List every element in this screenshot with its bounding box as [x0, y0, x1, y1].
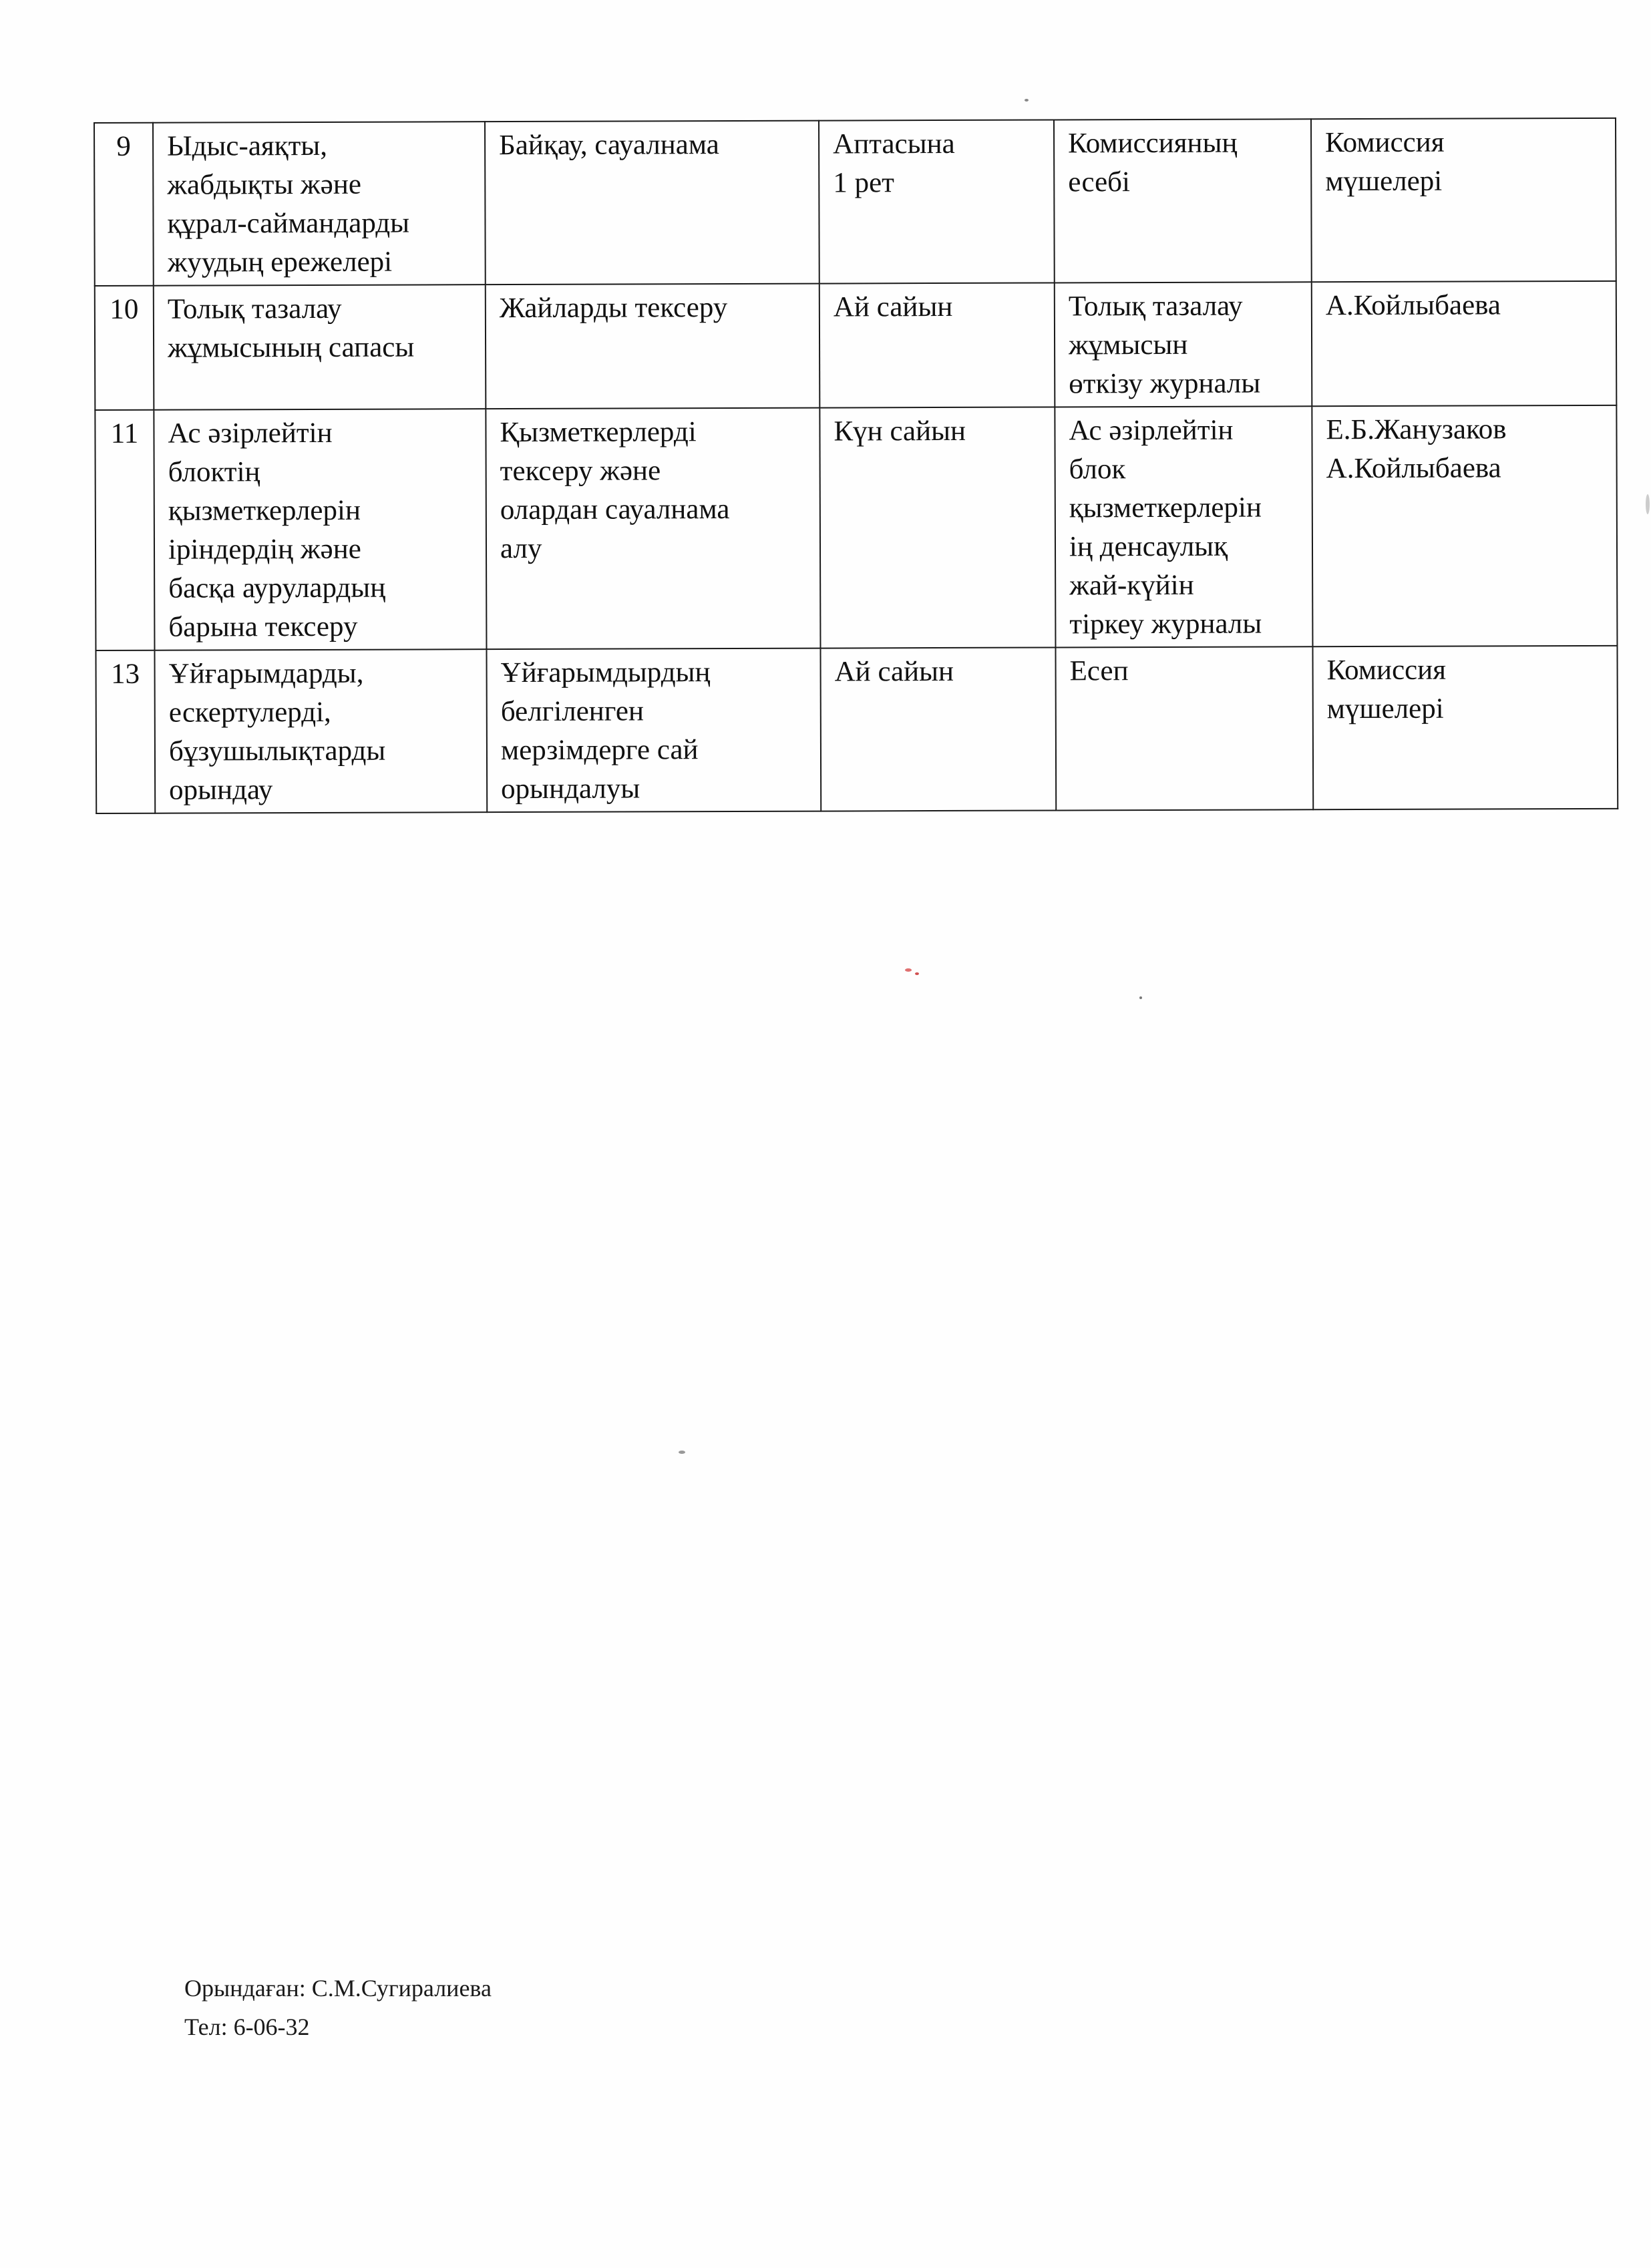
- scan-speck: [1139, 996, 1142, 999]
- document-footer: [184, 1969, 492, 2046]
- control-period: Аптасына 1 рет: [819, 120, 1055, 283]
- scan-speck: [679, 1451, 685, 1454]
- table-row: [94, 118, 1616, 286]
- table-row: [95, 281, 1617, 410]
- scan-speck: [915, 972, 919, 975]
- row-number: 9: [94, 123, 154, 286]
- control-plan-table: [94, 118, 1618, 814]
- responsible-person: А.Койлыбаева: [1312, 281, 1617, 406]
- table-row: [95, 405, 1617, 650]
- report-form: Ас әзірлейтін блок қызметкерлерін ің денсаулық жай-күйін тіркеу журналы: [1055, 406, 1312, 647]
- responsible-person: Комиссия мүшелері: [1311, 118, 1616, 282]
- executor-line: Орындаған: С.М.Сугиралиева: [184, 1975, 492, 2002]
- phone-line: Тел: 6-06-32: [184, 2014, 310, 2040]
- report-form: Толық тазалау жұмысын өткізу журналы: [1055, 282, 1312, 407]
- scan-speck: [1646, 494, 1650, 514]
- control-method: Ұйғарымдырдың белгіленген мерзімдерге сай орындалуы: [486, 648, 821, 813]
- control-method: Байқау, сауалнама: [485, 121, 819, 285]
- control-subject: Толық тазалау жұмысының сапасы: [154, 285, 486, 410]
- control-method: Қызметкерлерді тексеру және олардан сауалнама алу: [486, 408, 820, 650]
- scan-speck: [1025, 99, 1029, 102]
- control-method: Жайларды тексеру: [486, 284, 820, 409]
- responsible-person: Е.Б.Жанузаков А.Койлыбаева: [1312, 405, 1617, 646]
- control-period: Ай сайын: [819, 282, 1055, 407]
- row-number: 11: [95, 410, 154, 650]
- report-form: Есеп: [1055, 646, 1313, 810]
- control-subject: Ас әзірлейтін блоктің қызметкерлерін іріндердің және басқа аурулардың барына тексеру: [154, 409, 486, 650]
- responsible-person: Комиссия мүшелері: [1312, 646, 1618, 809]
- scan-speck: [905, 968, 912, 972]
- row-number: 10: [95, 286, 154, 410]
- control-period: Ай сайын: [820, 647, 1056, 811]
- control-subject: Ыдыс-аяқты, жабдықты және құрал-саймандарды жуудың ережелері: [153, 122, 486, 286]
- control-period: Күн сайын: [819, 407, 1055, 648]
- report-form: Комиссияның есебі: [1054, 119, 1312, 282]
- control-subject: Ұйғарымдарды, ескертулерді, бұзушылықтарды орындау: [154, 649, 487, 813]
- row-number: 13: [96, 650, 155, 813]
- table-row: [96, 646, 1618, 813]
